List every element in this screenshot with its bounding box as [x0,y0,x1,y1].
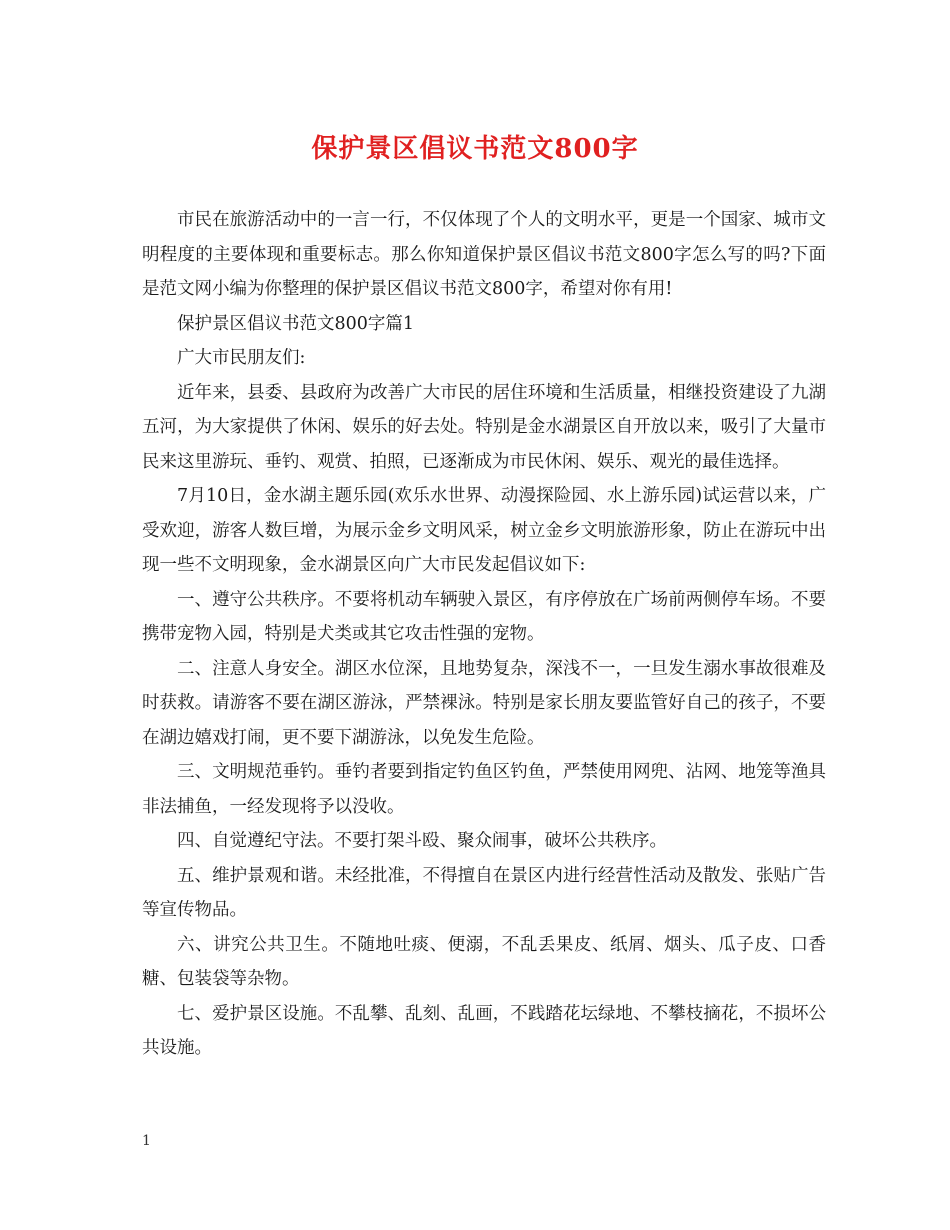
paragraph-salutation: 广大市民朋友们: [177,348,306,368]
paragraph-section-heading: 保护景区倡议书范文800字篇1 [177,313,415,334]
page-number: 1 [142,1133,151,1149]
paragraph-item-6: 六、讲究公共卫生。不随地吐痰、便溺，不乱丢果皮、纸屑、烟头、瓜子皮、口香糖、包装袋等杂物。 [142,934,826,989]
paragraph-item-7: 七、爱护景区设施。不乱攀、乱刻、乱画，不践踏花坛绿地、不攀枝摘花，不损坏公共设施。 [142,1003,826,1058]
paragraph-background: 近年来，县委、县政府为改善广大市民的居住环境和生活质量，相继投资建设了九湖五河，为大家提供了休闲、娱乐的好去处。特别是金水湖景区自开放以来，吸引了大量市民来这里游玩、垂钓、观赏、拍照，已逐渐成为市民休闲、娱乐、观光的最佳选择。 [142,382,826,472]
paragraph-item-2: 二、注意人身安全。湖区水位深，且地势复杂，深浅不一，一旦发生溺水事故很难及时获救。请游客不要在湖区游泳，严禁裸泳。特别是家长朋友要监管好自己的孩子，不要在湖边嬉戏打闹，更不要下湖游泳，以免发生危险。 [142,658,826,748]
paragraph-initiative: 7月10日，金水湖主题乐园(欢乐水世界、动漫探险园、水上游乐园)试运营以来，广受欢迎，游客人数巨增，为展示金乡文明风采，树立金乡文明旅游形象，防止在游玩中出现一些不文明现象，金水湖景区向广大市民发起倡议如下: [142,486,826,575]
paragraph-item-5: 五、维护景观和谐。未经批准，不得擅自在景区内进行经营性活动及散发、张贴广告等宣传物品。 [142,865,826,920]
paragraph-item-4: 四、自觉遵纪守法。不要打架斗殴、聚众闹事，破坏公共秩序。 [177,831,667,851]
paragraph-item-1: 一、遵守公共秩序。不要将机动车辆驶入景区，有序停放在广场前两侧停车场。不要携带宠物入园，特别是犬类或其它攻击性强的宠物。 [142,589,826,644]
paragraph-item-3: 三、文明规范垂钓。垂钓者要到指定钓鱼区钓鱼，严禁使用网兜、沾网、地笼等渔具非法捕鱼，一经发现将予以没收。 [142,762,826,817]
document-body [142,203,826,1066]
document-title: 保护景区倡议书范文800字 [311,134,639,164]
paragraph-intro: 市民在旅游活动中的一言一行，不仅体现了个人的文明水平，更是一个国家、城市文明程度的主要体现和重要标志。那么你知道保护景区倡议书范文800字怎么写的吗?下面是范文网小编为你整理的保护景区倡议书范文800字，希望对你有用! [142,210,826,299]
